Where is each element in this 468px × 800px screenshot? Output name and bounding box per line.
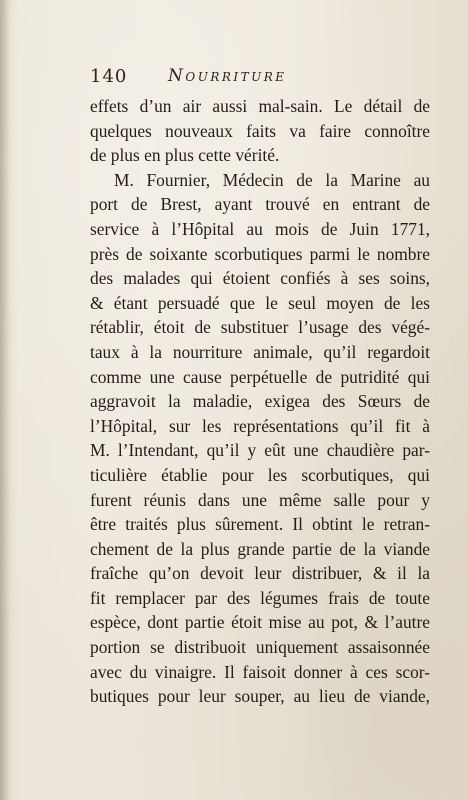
text-line: l’Hôpital, sur les représentations qu’il fit à: [90, 415, 430, 436]
text-line: chement de la plus grande partie de la viande: [90, 538, 430, 559]
text-line: des malades qui étoient confiés à ses soins,: [90, 268, 430, 289]
text-line: comme une cause perpétuelle de putridité qui: [90, 366, 430, 387]
text-line: & étant persuadé que le seul moyen de les: [90, 292, 430, 313]
text-line: butiques pour leur souper, au lieu de viande,: [90, 686, 430, 707]
text-line: rétablir, étoit de substituer l’usage des végé-: [90, 317, 430, 338]
text-line: quelques nouveaux faits va faire connoître: [90, 120, 430, 141]
text-line: de plus en plus cette vérité.: [90, 145, 280, 166]
text-line: avec du vinaigre. Il faisoit donner à ces scor-: [90, 661, 430, 682]
text-line: service à l’Hôpital au mois de Juin 1771,: [90, 218, 430, 239]
text-line: portion se distribuoit uniquement assaisonnée: [90, 637, 430, 658]
text-line: aggravoit la maladie, exigea des Sœurs de: [90, 391, 430, 412]
body-text: [90, 94, 430, 709]
text-line: fraîche qu’on devoit leur distribuer, & il la: [90, 563, 430, 584]
page-number: 140: [90, 66, 128, 87]
text-line: taux à la nourriture animale, qu’il regardoit: [90, 341, 430, 362]
text-line: furent réunis dans une même salle pour y: [90, 489, 430, 510]
text-line: près de soixante scorbutiques parmi le nombre: [90, 243, 430, 264]
text-line: être traités plus sûrement. Il obtint le retran-: [90, 514, 430, 535]
running-title: Nourriture: [168, 66, 287, 86]
text-line: port de Brest, ayant trouvé en entrant de: [90, 194, 430, 215]
text-line: M. l’Intendant, qu’il y eût une chaudière par-: [90, 440, 430, 461]
text-line: M. Fournier, Médecin de la Marine au: [114, 169, 430, 190]
running-head: [90, 66, 390, 88]
text-line: ticulière établie pour les scorbutiques, qui: [90, 464, 430, 485]
gutter-shadow: [0, 0, 10, 800]
text-line: fit remplacer par des légumes frais de toute: [90, 587, 430, 608]
text-line: espèce, dont partie étoit mise au pot, & l’autre: [90, 612, 430, 633]
text-line: effets d’un air aussi mal-sain. Le détail de: [90, 96, 430, 116]
